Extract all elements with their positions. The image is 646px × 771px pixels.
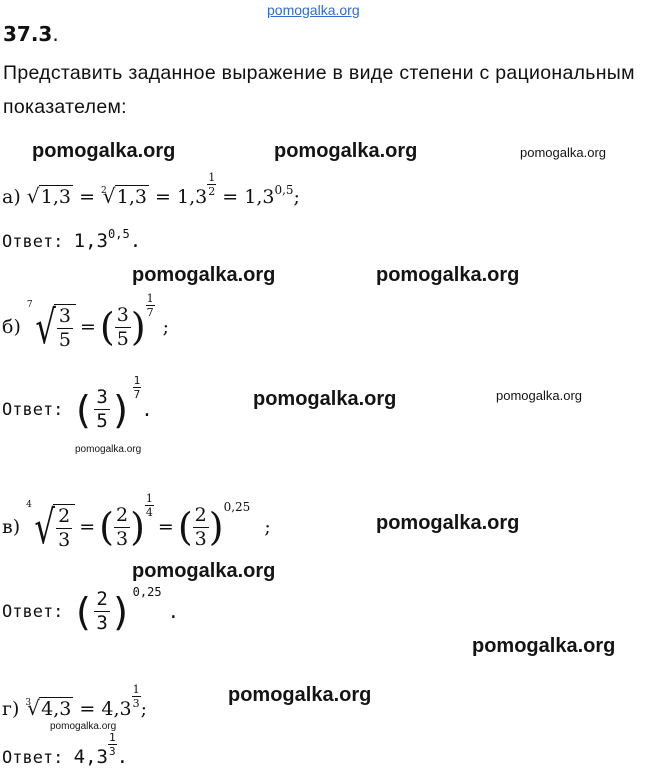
- equals-sign: =: [155, 186, 171, 208]
- exp-denominator: 3: [132, 697, 140, 710]
- part-b-exponent: [146, 293, 155, 318]
- fraction-denominator: 5: [58, 329, 71, 351]
- fraction-numerator: 3: [96, 386, 108, 408]
- semicolon: ;: [162, 316, 170, 338]
- part-v-answer: [2, 584, 180, 634]
- part-a-answer-exponent: 0,5: [108, 227, 130, 241]
- fraction-denominator: 5: [96, 410, 108, 432]
- part-a-answer: [2, 227, 142, 252]
- part-a-radicand: 1,3: [40, 186, 72, 208]
- part-a-frac-exponent: [207, 172, 216, 197]
- part-a-root-index: 2: [101, 186, 107, 196]
- part-b-equation: [2, 291, 170, 354]
- fraction-numerator: 2: [194, 503, 207, 526]
- left-paren: (: [177, 505, 193, 549]
- part-a-answer-base: 1,3: [73, 230, 108, 252]
- exp-denominator: 3: [109, 745, 116, 758]
- part-g-exponent: [132, 684, 141, 709]
- fraction-numerator: 3: [58, 305, 71, 327]
- part-g-root-index: 3: [25, 698, 32, 708]
- part-b-answer-exponent: [133, 375, 142, 400]
- fraction-denominator: 3: [116, 527, 129, 550]
- exp-denominator: 4: [145, 505, 153, 519]
- right-paren: ): [109, 589, 133, 634]
- left-paren: (: [71, 589, 95, 634]
- watermark: pomogalka.org: [376, 264, 520, 286]
- equals-sign: =: [79, 186, 95, 208]
- part-g-equation: [2, 683, 148, 723]
- part-b-root-index: 7: [26, 300, 33, 310]
- problem-number-dot: .: [52, 22, 59, 46]
- part-a-radicand-2: 1,3: [116, 186, 147, 208]
- part-b-label: б): [2, 316, 21, 338]
- part-v-label: в): [2, 516, 21, 538]
- semicolon: ;: [264, 516, 271, 538]
- watermark: pomogalka.org: [132, 560, 276, 582]
- semicolon: ;: [293, 186, 300, 208]
- problem-number: [3, 22, 59, 46]
- watermark: pomogalka.org: [520, 145, 606, 160]
- fraction-denominator: 3: [58, 529, 71, 551]
- problem-text-line1: Представить заданное выражение в виде степени с рациональным: [3, 62, 635, 84]
- exp-numerator: 1: [132, 683, 140, 696]
- root-symbol: [27, 698, 73, 720]
- watermark: pomogalka.org: [472, 635, 616, 657]
- root-symbol: √ $\frac{3}{5}$: [31, 304, 76, 350]
- watermark: pomogalka.org: [32, 140, 176, 162]
- answer-label: Ответ:: [2, 748, 64, 768]
- problem-number-value: 37.3: [3, 22, 53, 46]
- left-paren: (: [71, 387, 95, 432]
- root-symbol: [103, 186, 149, 208]
- part-a-base-2: 1,3: [244, 186, 275, 208]
- watermark: pomogalka.org: [228, 684, 372, 706]
- part-v-decimal-exponent: 0,25: [223, 500, 251, 514]
- answer-label: Ответ:: [2, 232, 64, 252]
- watermark: pomogalka.org: [75, 444, 142, 455]
- fraction-denominator: 3: [194, 527, 207, 550]
- part-g-answer-base: 4,3: [73, 746, 108, 768]
- watermark: pomogalka.org: [496, 388, 582, 403]
- watermark: pomogalka.org: [132, 264, 276, 286]
- part-a-equation: [2, 171, 300, 211]
- exp-numerator: 1: [146, 291, 154, 305]
- exp-numerator: 1: [109, 731, 116, 744]
- semicolon: ;: [140, 698, 148, 720]
- fraction-numerator: 2: [96, 588, 108, 610]
- watermark: pomogalka.org: [253, 388, 397, 410]
- exp-numerator: 1: [133, 374, 141, 387]
- fraction-numerator: 3: [116, 303, 129, 326]
- root-symbol: √ $\frac{2}{3}$: [30, 504, 75, 550]
- exp-denominator: 7: [133, 388, 141, 401]
- equals-sign: =: [79, 698, 96, 720]
- part-g-radicand: 4,3: [41, 698, 72, 720]
- fraction-denominator: 3: [96, 612, 108, 634]
- equals-sign: =: [222, 186, 239, 208]
- period: .: [167, 600, 180, 623]
- part-b-answer: [2, 374, 153, 432]
- fraction-denominator: 5: [116, 327, 129, 350]
- part-g-answer: [2, 731, 129, 771]
- equals-sign: =: [80, 316, 96, 338]
- part-v-frac-exponent: [145, 493, 154, 518]
- watermark: pomogalka.org: [376, 512, 520, 534]
- left-paren: (: [99, 505, 114, 549]
- watermark: pomogalka.org: [274, 140, 418, 162]
- exp-denominator: 7: [146, 305, 154, 319]
- part-g-label: г): [2, 698, 20, 720]
- left-paren: (: [99, 305, 115, 349]
- answer-label: Ответ:: [2, 601, 64, 622]
- right-paren: ): [130, 305, 146, 349]
- part-g-base: 4,3: [101, 698, 132, 720]
- watermark: pomogalka.org: [50, 721, 117, 732]
- watermark-link-top[interactable]: pomogalka.org: [267, 2, 360, 18]
- exp-denominator: 2: [208, 185, 216, 198]
- period: .: [141, 398, 153, 421]
- part-v-answer-exponent: 0,25: [132, 584, 162, 599]
- part-a-label: а): [2, 186, 21, 208]
- exp-numerator: 1: [208, 171, 216, 184]
- period: .: [129, 230, 142, 252]
- equals-sign: =: [157, 516, 174, 538]
- part-v-equation: [2, 491, 271, 554]
- period: .: [116, 746, 129, 768]
- answer-label: Ответ:: [2, 399, 64, 420]
- exp-numerator: 1: [145, 491, 153, 505]
- right-paren: ): [130, 505, 145, 549]
- fraction-numerator: 2: [58, 505, 71, 527]
- fraction-numerator: 2: [116, 503, 129, 526]
- part-a-decimal-exponent: 0,5: [274, 183, 294, 197]
- sqrt-symbol: [27, 186, 73, 208]
- part-a-base: 1,3: [177, 186, 208, 208]
- equals-sign: =: [79, 516, 96, 538]
- part-g-answer-exponent: [108, 732, 117, 757]
- right-paren: ): [208, 505, 224, 549]
- right-paren: ): [109, 387, 133, 432]
- part-v-root-index: 4: [26, 500, 32, 510]
- problem-text-line2: показателем:: [3, 96, 127, 118]
